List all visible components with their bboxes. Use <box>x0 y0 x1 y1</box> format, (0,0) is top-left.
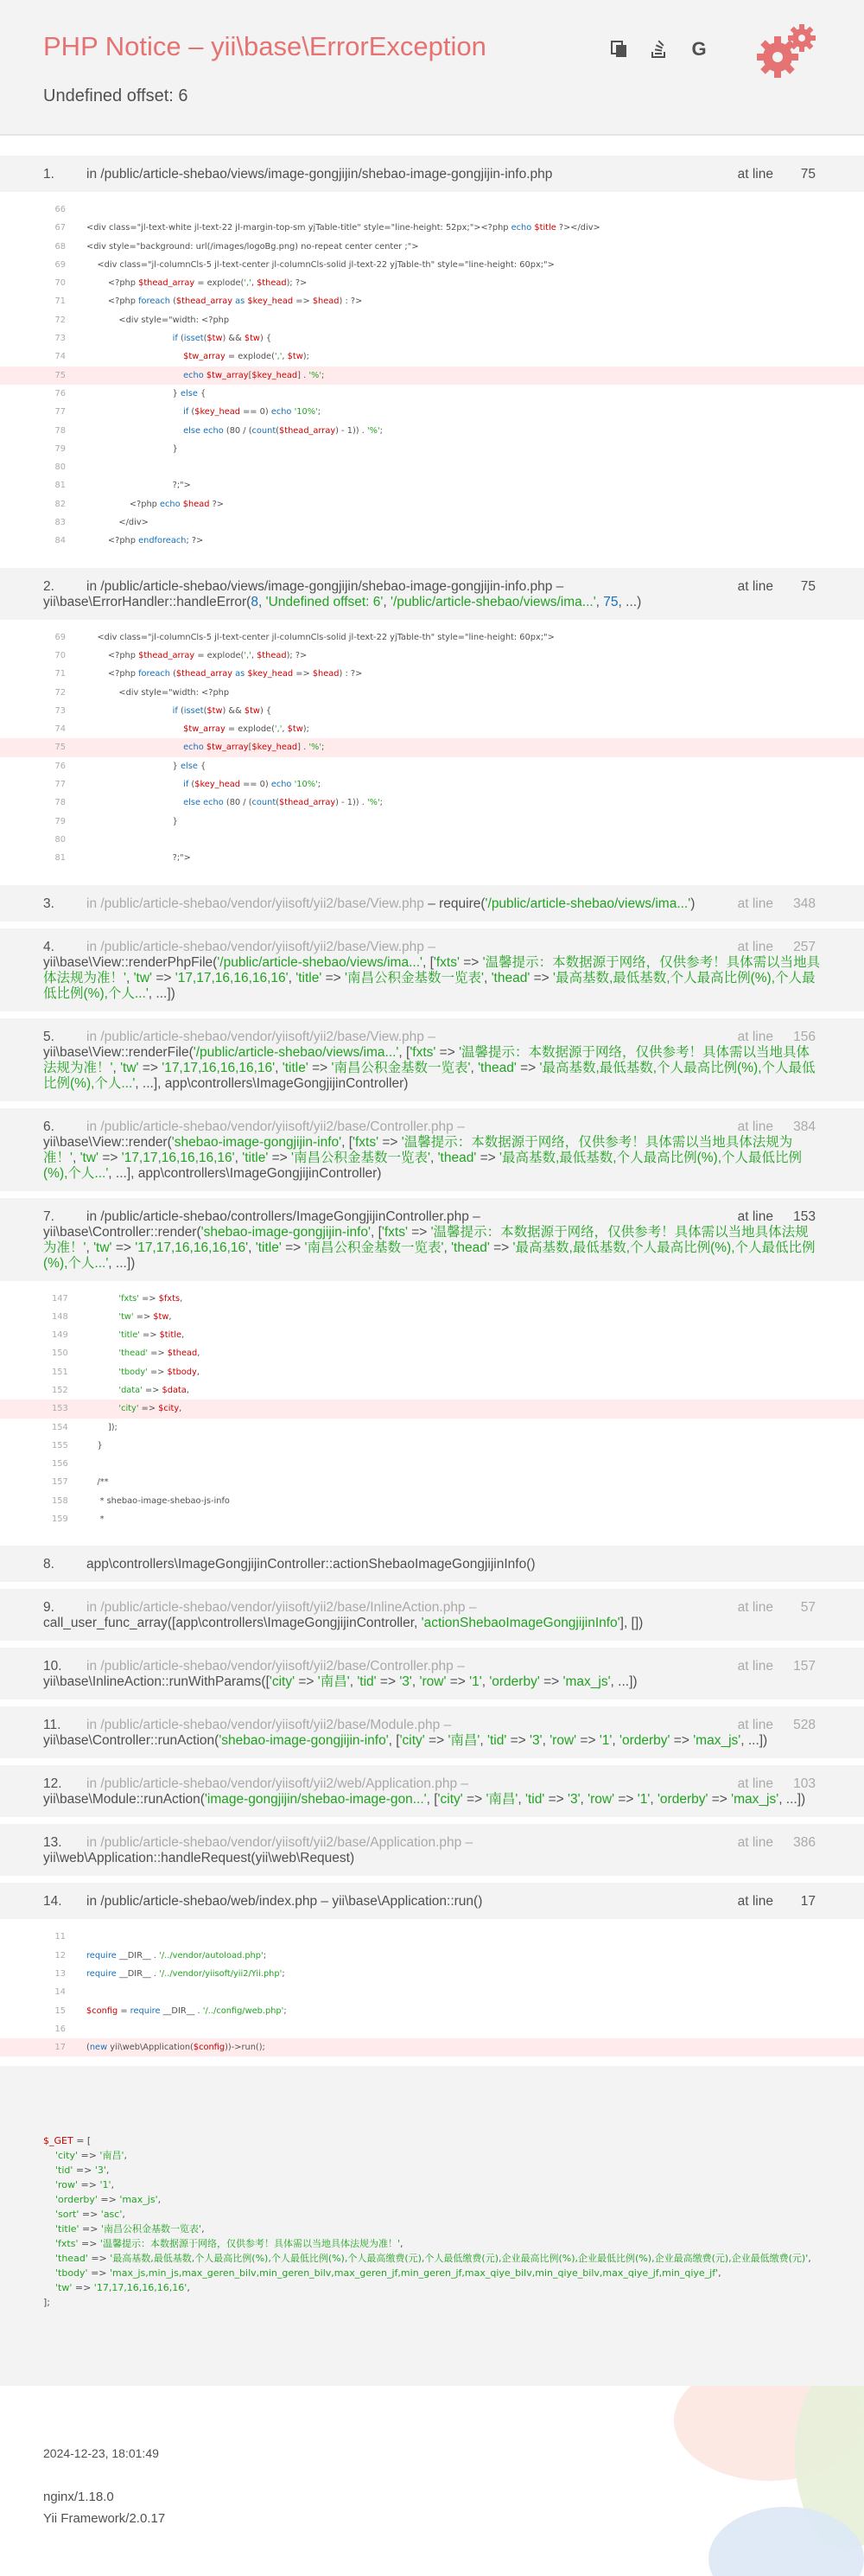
code-line <box>0 684 864 702</box>
copy-icon[interactable] <box>608 38 631 61</box>
code-line <box>0 849 864 867</box>
code-line-text: </div> <box>86 518 149 528</box>
code-line-number: 159 <box>52 1514 68 1525</box>
code-line <box>0 794 864 812</box>
code-line-number: 69 <box>54 632 66 642</box>
code-line <box>0 458 864 476</box>
code-line <box>0 385 864 403</box>
code-line-text: if (isset($tw) && $tw) { <box>172 705 272 716</box>
code-line-text: <div style="background: url(/images/logoBg.png) no-repeat center center ;"> <box>86 241 419 252</box>
exception-class: yii\base\ErrorException <box>211 31 486 61</box>
line-number: 75 <box>800 578 816 594</box>
code-line-number: 151 <box>52 1367 68 1377</box>
code-line-number: 73 <box>54 705 66 716</box>
line-label: at line <box>737 1835 773 1851</box>
code-line <box>0 1928 864 1946</box>
code-line-text: <div class="jl-columnCls-5 jl-text-center jl-columnCls-solid jl-text-22 yjTable-th" style="line-height: 60px;"> <box>86 632 555 642</box>
code-line-number: 155 <box>52 1440 68 1451</box>
code-line <box>0 348 864 366</box>
code-line-number: 17 <box>54 2043 66 2053</box>
call-file: in /public/article-shebao/vendor/yiisoft/yii2/web/Application.php – <box>86 1776 468 1792</box>
code-line-number: 147 <box>52 1293 68 1304</box>
line-number: 75 <box>800 167 816 182</box>
code-line-text: <div style="width: <?php <box>86 315 230 325</box>
code-line-number: 148 <box>52 1311 68 1322</box>
call-number: 1. <box>43 167 54 182</box>
call-number: 11. <box>43 1718 61 1733</box>
code-line <box>0 311 864 329</box>
code-line-number: 156 <box>52 1459 68 1470</box>
code-line-text: <div class="jl-text-white jl-text-22 jl-margin-top-sm yjTable-title" style="line-height: 52px;"><?php echo $title ?></div> <box>86 223 600 233</box>
code-line-number: 152 <box>52 1385 68 1395</box>
call-number: 8. <box>43 1557 54 1572</box>
call-function: – require('/public/article-shebao/views/ima...') <box>423 896 696 911</box>
footer <box>0 2386 864 2576</box>
line-label: at line <box>737 1029 773 1044</box>
code-line <box>0 1965 864 1983</box>
call-function: yii\base\InlineAction::runWithParams(['city' => '南昌', 'tid' => '3', 'row' => '1', 'orderby' => 'max_js', ...]) <box>43 1674 638 1690</box>
call-file: in /public/article-shebao/vendor/yiisoft/yii2/base/Controller.php – <box>86 1659 465 1674</box>
code-line <box>0 813 864 831</box>
code-line <box>0 403 864 421</box>
code-line-text: } <box>86 443 178 454</box>
call-header[interactable] <box>0 1018 864 1101</box>
line-number: 528 <box>793 1718 816 1733</box>
line-number: 157 <box>793 1659 816 1674</box>
code-line <box>0 1947 864 1965</box>
call-stack-item <box>0 1198 864 1540</box>
code-line <box>0 274 864 292</box>
code-line <box>0 513 864 532</box>
call-function: yii\base\Module::runAction('image-gongjijin/shebao-image-gon...', ['city' => '南昌', 'tid' => '3', 'row' => '1', 'orderby' => 'max_js', ...]) <box>43 1792 806 1808</box>
code-line-number: 13 <box>54 1968 66 1979</box>
code-line-text: } else { <box>86 388 206 399</box>
code-line <box>0 292 864 310</box>
timestamp: 2024-12-23, 18:01:49 <box>43 2446 159 2460</box>
call-header[interactable] <box>0 1648 864 1699</box>
code-line <box>0 1381 864 1400</box>
code-line <box>0 1983 864 2001</box>
code-line-number: 72 <box>54 315 66 325</box>
line-number: 103 <box>793 1776 816 1792</box>
code-line <box>0 1455 864 1473</box>
server-version: nginx/1.18.0 <box>43 2490 114 2504</box>
code-line-number: 81 <box>54 481 66 491</box>
error-code-line <box>0 367 864 385</box>
code-line <box>0 256 864 274</box>
code-snippet <box>0 1919 864 2067</box>
call-header[interactable] <box>0 1198 864 1281</box>
code-line-number: 82 <box>54 499 66 509</box>
code-line-text: $tw_array = explode(',', $tw); <box>183 724 309 735</box>
code-line-text: 'tw' => $tw, <box>118 1311 172 1322</box>
code-line-number: 72 <box>54 687 66 698</box>
code-line-number: 69 <box>54 259 66 270</box>
error-code-line <box>0 2038 864 2056</box>
code-line-number: 78 <box>54 425 66 436</box>
code-line-text: if ($key_head == 0) echo '10%'; <box>183 780 321 790</box>
call-stack-item <box>0 1546 864 1582</box>
code-line-number: 14 <box>54 1987 66 1998</box>
line-label: at line <box>737 1776 773 1792</box>
toolbar <box>608 38 710 61</box>
call-function: yii\base\View::renderPhpFile('/public/article-shebao/views/ima...', ['fxts' => '温馨提示：本数据源于网络，仅供参考！具体需以当地具体法规为准！', 'tw' => '17,17,16,16,16,16', 'title' => '南昌公积金基数一览表', 'thead' => '最高基数,最低基数,个人最高比例(%),个人最低比例(%),个人...', ...]) <box>43 954 821 1001</box>
code-line-text: require __DIR__ . '/../vendor/autoload.php'; <box>86 1950 266 1961</box>
code-line-number: 80 <box>54 834 66 845</box>
code-line-text: } <box>86 816 178 826</box>
code-line <box>0 702 864 720</box>
code-line-number: 76 <box>54 388 66 399</box>
call-stack-item <box>0 156 864 561</box>
code-line-number: 153 <box>52 1404 68 1414</box>
call-header[interactable] <box>0 1706 864 1758</box>
google-icon[interactable]: G <box>691 38 707 60</box>
line-number: 348 <box>793 896 816 911</box>
code-line-number: 12 <box>54 1950 66 1961</box>
code-line-text: if ($key_head == 0) echo '10%'; <box>183 407 321 418</box>
code-line-text: echo $tw_array[$key_head] . '%'; <box>183 743 325 753</box>
code-line <box>0 238 864 256</box>
code-line-number: 67 <box>54 223 66 233</box>
call-header[interactable] <box>0 928 864 1011</box>
code-line-text: 'tbody' => $tbody, <box>118 1367 200 1377</box>
call-function: yii\base\View::render('shebao-image-gongjijin-info', ['fxts' => '温馨提示：本数据源于网络，仅供参考！具体需以当地具体法规为准！', 'tw' => '17,17,16,16,16,16', 'title' => '南昌公积金基数一览表', 'thead' => '最高基数,最低基数,个人最高比例(%),个人最低比例(%),个人...', ...], app\controllers\ImageGongjijinController) <box>43 1134 803 1181</box>
code-line-number: 74 <box>54 352 66 362</box>
line-label: at line <box>737 1659 773 1674</box>
code-line-number: 79 <box>54 816 66 826</box>
stackoverflow-icon[interactable] <box>648 38 670 61</box>
code-line <box>0 1308 864 1326</box>
call-function: yii\base\View::renderFile('/public/article-shebao/views/ima...', ['fxts' => '温馨提示：本数据源于网络，仅供参考！具体需以当地具体法规为准！', 'tw' => '17,17,16,16,16,16', 'title' => '南昌公积金基数一览表', 'thead' => '最高基数,最低基数,个人最高比例(%),个人最低比例(%),个人...', ...], app\controllers\ImageGongjijinController) <box>43 1044 816 1091</box>
code-line-number: 149 <box>52 1330 68 1341</box>
code-line-number: 154 <box>52 1422 68 1432</box>
call-header[interactable] <box>0 1824 864 1876</box>
call-number: 4. <box>43 939 54 954</box>
code-line-number: 71 <box>54 296 66 307</box>
code-line <box>0 219 864 237</box>
call-header[interactable] <box>0 1546 864 1582</box>
call-stack-item <box>0 885 864 921</box>
call-file: app\controllers\ImageGongjijinController::actionShebaoImageGongjijinInfo() <box>86 1557 536 1572</box>
code-line <box>0 647 864 665</box>
code-line <box>0 665 864 683</box>
call-file: in /public/article-shebao/vendor/yiisoft/yii2/base/InlineAction.php – <box>86 1600 477 1616</box>
code-line-text: echo $tw_array[$key_head] . '%'; <box>183 370 325 380</box>
call-file: in /public/article-shebao/views/image-gongjijin/shebao-image-gongjijin-info.php – <box>86 578 564 594</box>
call-header[interactable] <box>0 885 864 921</box>
line-label: at line <box>737 1600 773 1616</box>
code-line-text: 'fxts' => $fxts, <box>118 1293 183 1304</box>
code-line-text: * shebao-image-shebao-js-info <box>86 1495 230 1506</box>
code-line-number: 76 <box>54 761 66 771</box>
call-number: 13. <box>43 1835 62 1851</box>
call-number: 10. <box>43 1659 62 1674</box>
code-line-text: <div style="width: <?php <box>86 687 230 698</box>
code-line <box>0 476 864 494</box>
code-line-number: 15 <box>54 2005 66 2016</box>
code-line-text: else echo (80 / (count($thead_array) - 1)) . '%'; <box>183 425 383 436</box>
code-line-number: 66 <box>54 205 66 214</box>
code-line-text: 'title' => $title, <box>118 1330 185 1341</box>
title-separator: – <box>181 31 212 61</box>
line-number: 156 <box>793 1029 816 1044</box>
code-line <box>0 1419 864 1437</box>
decorative-shapes <box>639 2386 864 2576</box>
code-line-text: $config = require __DIR__ . '/../config/web.php'; <box>86 2005 287 2016</box>
code-line-text: 'thead' => $thead, <box>118 1349 200 1359</box>
code-line-text: } else { <box>86 761 206 771</box>
line-number: 153 <box>793 1208 816 1224</box>
call-number: 7. <box>43 1208 54 1224</box>
call-header[interactable] <box>0 1589 864 1641</box>
line-number: 17 <box>800 1894 816 1910</box>
code-line-text: require __DIR__ . '/../vendor/yiisoft/yii2/Yii.php'; <box>86 1968 285 1979</box>
code-line-number: 81 <box>54 853 66 864</box>
line-number: 386 <box>793 1835 816 1851</box>
call-function: call_user_func_array([app\controllers\ImageGongjijinController, 'actionShebaoImageGongjijinInfo'], []) <box>43 1616 644 1631</box>
code-line <box>0 422 864 440</box>
code-line <box>0 2002 864 2020</box>
code-line-text: <?php $thead_array = explode(',', $thead); ?> <box>86 650 308 660</box>
line-label: at line <box>737 1208 773 1224</box>
code-line-text: $tw_array = explode(',', $tw); <box>183 352 309 362</box>
code-line-number: 73 <box>54 334 66 344</box>
call-file: in /public/article-shebao/web/index.php – yii\base\Application::run() <box>86 1894 483 1910</box>
code-line-text: 'city' => $city, <box>118 1404 182 1414</box>
code-line-text: } <box>86 1440 103 1451</box>
code-line-text: <?php foreach ($thead_array as $key_head => $head) : ?> <box>86 669 363 679</box>
code-line-number: 70 <box>54 278 66 289</box>
code-line <box>0 757 864 775</box>
request-info <box>0 2066 864 2386</box>
code-line-text: ]); <box>86 1422 118 1432</box>
code-line-text: /** <box>86 1477 109 1488</box>
code-line-number: 79 <box>54 443 66 454</box>
code-line <box>0 201 864 219</box>
call-file: in /public/article-shebao/vendor/yiisoft/yii2/base/Module.php – <box>86 1718 452 1733</box>
code-line-number: 158 <box>52 1495 68 1506</box>
code-line <box>0 1510 864 1528</box>
code-line-number: 16 <box>54 2024 66 2034</box>
line-number: 384 <box>793 1119 816 1134</box>
call-stack-item <box>0 1018 864 1101</box>
line-label: at line <box>737 896 773 911</box>
code-snippet <box>0 1281 864 1540</box>
call-file: in /public/article-shebao/vendor/yiisoft/yii2/base/Controller.php – <box>86 1119 465 1134</box>
code-line-number: 74 <box>54 724 66 735</box>
page-title <box>43 31 486 62</box>
call-function: yii\base\Controller::render('shebao-image-gongjijin-info', ['fxts' => '温馨提示：本数据源于网络，仅供参考！具体需以当地具体法规为准！', 'tw' => '17,17,16,16,16,16', 'title' => '南昌公积金基数一览表', 'thead' => '最高基数,最低基数,个人最高比例(%),个人最低比例(%),个人...', ...]) <box>43 1224 816 1271</box>
gears-icon <box>753 22 819 80</box>
call-file: in /public/article-shebao/vendor/yiisoft/yii2/base/View.php – <box>86 1029 435 1044</box>
code-line <box>0 440 864 458</box>
call-number: 6. <box>43 1119 54 1134</box>
code-line-number: 150 <box>52 1349 68 1359</box>
code-line <box>0 775 864 794</box>
line-label: at line <box>737 578 773 594</box>
line-label: at line <box>737 1894 773 1910</box>
call-header[interactable] <box>0 1883 864 1919</box>
code-line <box>0 329 864 348</box>
code-line-number: 83 <box>54 518 66 528</box>
error-message: Undefined offset: 6 <box>43 86 188 105</box>
code-line-text: 'data' => $data, <box>118 1385 189 1395</box>
code-line-number: 68 <box>54 241 66 252</box>
call-stack-item <box>0 1765 864 1817</box>
code-line <box>0 1473 864 1491</box>
call-stack-item <box>0 1108 864 1191</box>
code-line-number: 80 <box>54 462 66 473</box>
code-line-text: ?;"> <box>86 853 191 864</box>
call-function: yii\base\ErrorHandler::handleError(8, 'Undefined offset: 6', '/public/article-shebao/views/ima...', 75, ...) <box>43 594 642 609</box>
call-number: 5. <box>43 1029 54 1044</box>
line-label: at line <box>737 1718 773 1733</box>
code-line <box>0 831 864 849</box>
call-stack-item <box>0 928 864 1011</box>
code-line-text: <div class="jl-columnCls-5 jl-text-center jl-columnCls-solid jl-text-22 yjTable-th" style="line-height: 60px;"> <box>86 259 555 270</box>
code-line-number: 84 <box>54 536 66 546</box>
code-line-number: 77 <box>54 407 66 418</box>
call-number: 3. <box>43 896 54 911</box>
error-type: PHP Notice <box>43 31 181 61</box>
code-line-number: 70 <box>54 650 66 660</box>
code-line-text: else echo (80 / (count($thead_array) - 1)) . '%'; <box>183 798 383 808</box>
code-line <box>0 532 864 550</box>
line-number: 257 <box>793 939 816 954</box>
code-line <box>0 1363 864 1381</box>
call-header[interactable] <box>0 1108 864 1191</box>
call-number: 2. <box>43 578 54 594</box>
call-header[interactable] <box>0 156 864 192</box>
call-header[interactable] <box>0 1765 864 1817</box>
code-line-text: <?php echo $head ?> <box>86 499 224 509</box>
call-file: in /public/article-shebao/vendor/yiisoft/yii2/base/View.php – <box>86 939 435 954</box>
code-line <box>0 1344 864 1362</box>
line-label: at line <box>737 939 773 954</box>
call-stack-item <box>0 1824 864 1876</box>
code-line <box>0 495 864 513</box>
call-number: 14. <box>43 1894 62 1910</box>
code-line-number: 78 <box>54 798 66 808</box>
code-line-text: ?;"> <box>86 481 191 491</box>
code-line-number: 71 <box>54 669 66 679</box>
code-snippet <box>0 192 864 561</box>
error-code-line <box>0 738 864 756</box>
code-line-number: 75 <box>54 743 66 753</box>
code-line <box>0 1437 864 1455</box>
code-line <box>0 1326 864 1344</box>
error-header <box>0 0 864 136</box>
code-line <box>0 628 864 647</box>
call-number: 12. <box>43 1776 62 1792</box>
call-stack-item <box>0 1648 864 1699</box>
code-line <box>0 1290 864 1308</box>
code-line-number: 75 <box>54 370 66 380</box>
request-get-dump: $_GET = [ 'city' => '南昌', 'tid' => '3', 'row' => '1', 'orderby' => 'max_js', 'sort' => 'asc', 'title' => '南昌公积金基数一览表', 'fxts' => '温馨提示：本数据源于网络，仅供参考！具体需以当地具体法规为准！', 'thead' => '最高基数,最低基数,个人最高比例(%),个人最低比例(%),个人最高缴费(元),个人最低缴费(元),企业最高比例(%),企业最低比例(%),企业最高缴费(元),企业最低缴费(元)', 'tbody' => 'max_js,min_js,max_geren_bilv,min_geren_bilv,max_geren_jf,min_geren_jf,max_qiye_bilv,min_qiye_bilv,max_qiye_jf,min_qiye_jf', 'tw' => '17,17,16,16,16,16', ]; <box>43 2135 811 2308</box>
line-label: at line <box>737 1119 773 1134</box>
code-line <box>0 2020 864 2038</box>
code-line-number: 157 <box>52 1477 68 1488</box>
call-stack-item <box>0 1589 864 1641</box>
code-line-number: 77 <box>54 780 66 790</box>
code-snippet <box>0 620 864 878</box>
call-stack-item <box>0 1706 864 1758</box>
framework-version: Yii Framework/2.0.17 <box>43 2511 166 2526</box>
call-stack-item <box>0 568 864 878</box>
code-line-number: 11 <box>54 1932 66 1942</box>
call-stack-item <box>0 1883 864 2067</box>
call-function: yii\base\Controller::runAction('shebao-image-gongjijin-info', ['city' => '南昌', 'tid' => '3', 'row' => '1', 'orderby' => 'max_js', ...]) <box>43 1733 768 1749</box>
code-line-text: <?php foreach ($thead_array as $key_head => $head) : ?> <box>86 296 363 307</box>
code-line-text: if (isset($tw) && $tw) { <box>172 334 272 344</box>
code-line-text: (new yii\web\Application($config))->run(); <box>86 2043 265 2053</box>
error-code-line <box>0 1400 864 1418</box>
call-function: yii\web\Application::handleRequest(yii\web\Request) <box>43 1851 355 1866</box>
call-header[interactable] <box>0 568 864 620</box>
call-file: in /public/article-shebao/vendor/yiisoft/yii2/base/View.php <box>86 896 424 911</box>
code-line-text: * <box>86 1514 105 1525</box>
call-file: in /public/article-shebao/controllers/ImageGongjijinController.php – <box>86 1208 480 1224</box>
line-label: at line <box>737 167 773 182</box>
call-number: 9. <box>43 1600 54 1616</box>
call-file: in /public/article-shebao/views/image-gongjijin/shebao-image-gongjijin-info.php <box>86 167 553 182</box>
code-line-text: <?php endforeach; ?> <box>86 536 204 546</box>
call-file: in /public/article-shebao/vendor/yiisoft/yii2/base/Application.php – <box>86 1835 473 1851</box>
code-line <box>0 720 864 738</box>
call-stack <box>0 156 864 2067</box>
line-number: 57 <box>800 1600 816 1616</box>
code-line <box>0 1492 864 1510</box>
code-line-text: <?php $thead_array = explode(',', $thead); ?> <box>86 278 308 289</box>
